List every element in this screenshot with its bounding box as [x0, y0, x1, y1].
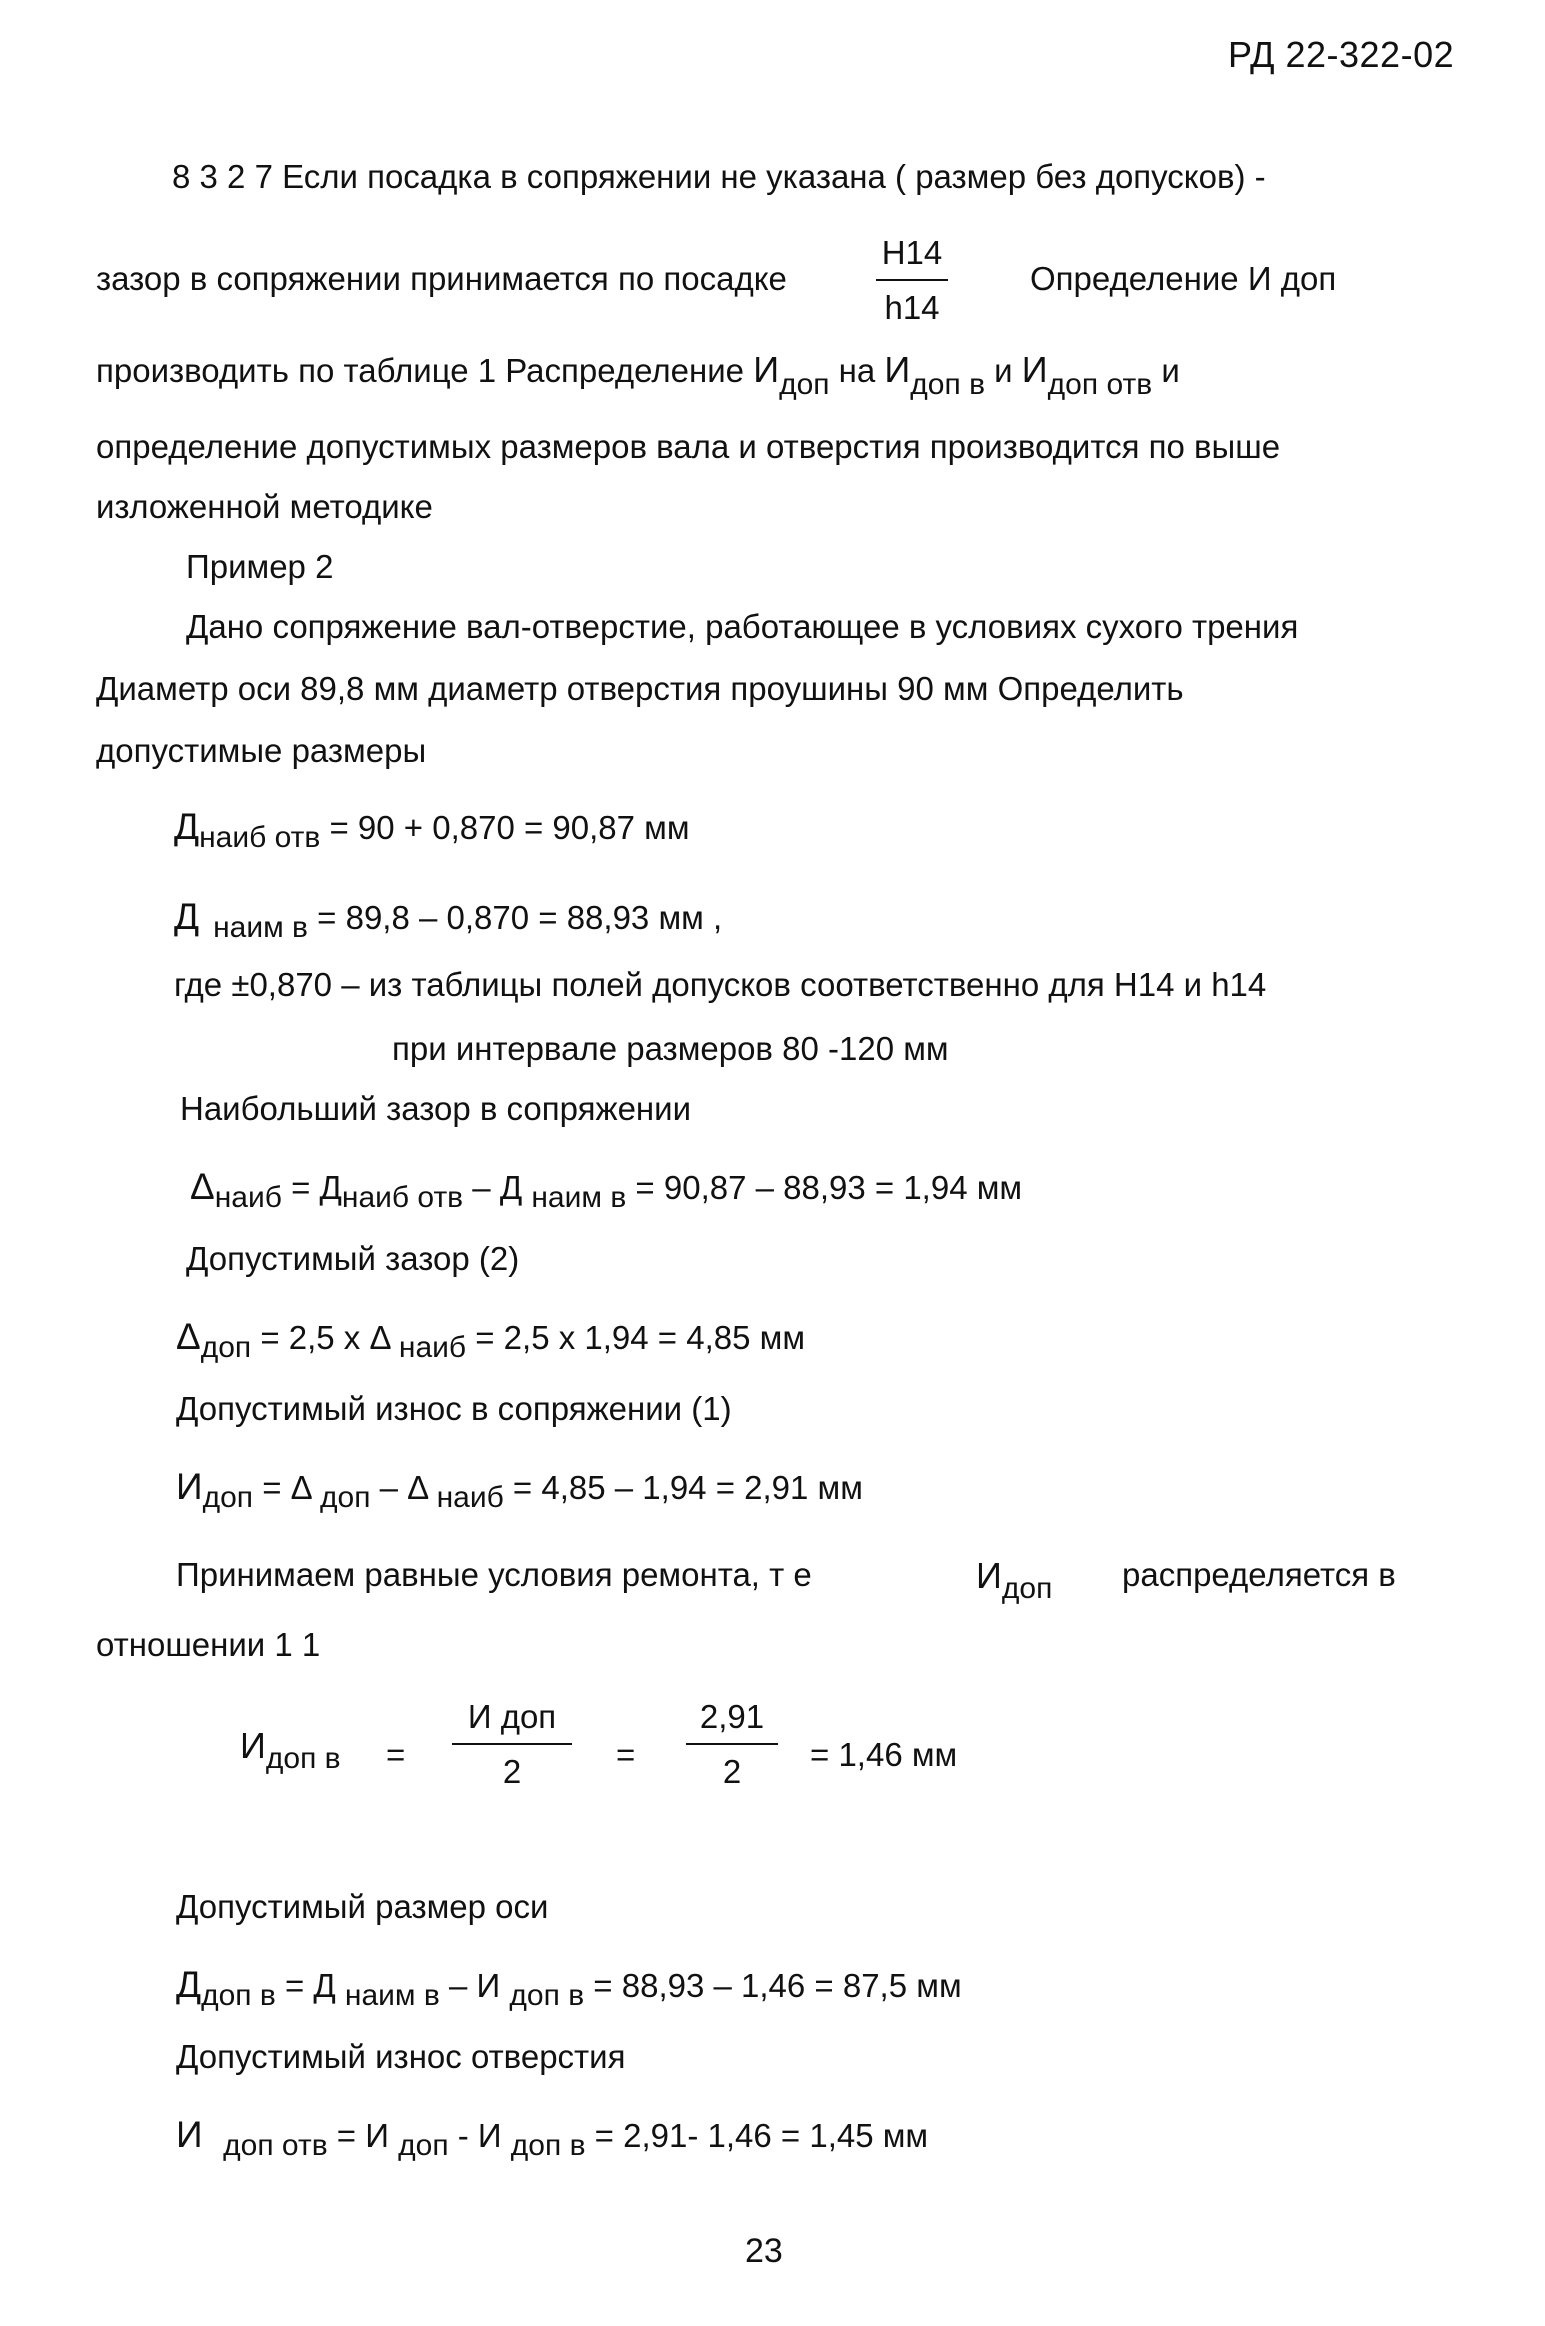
subscript: доп в — [265, 1742, 341, 1775]
symbol-wear: И — [176, 2114, 224, 2155]
symbol-diameter: Д — [176, 1964, 202, 2005]
formula-allow-wear — [176, 1466, 863, 1514]
allow-gap-title: Допустимый зазор (2) — [186, 1240, 520, 1277]
example-line-2: Диаметр оси 89,8 мм диаметр отверстия проушины 90 мм Определить — [96, 670, 1184, 707]
formula-result: = 1,46 мм — [810, 1736, 958, 1773]
formula-max-gap — [190, 1166, 1023, 1214]
axis-title: Допустимый размер оси — [176, 1888, 549, 1925]
symbol-diameter: Д — [174, 806, 200, 847]
subscript: доп в — [201, 1979, 276, 2012]
fit-numerator: H14 — [881, 234, 943, 271]
text-span: и — [1152, 352, 1180, 389]
symbol-delta: Δ — [176, 1316, 201, 1357]
para-line-3 — [96, 349, 1180, 401]
symbol-diameter: Д — [174, 896, 200, 937]
text-span: – Δ — [370, 1469, 437, 1506]
symbol-wear: И — [884, 349, 911, 390]
subscript: доп — [200, 1331, 252, 1364]
hole-title: Допустимый износ отверстия — [176, 2038, 626, 2075]
note-line-1: где ±0,870 – из таблицы полей допусков соответственно для Н14 и h14 — [174, 966, 1267, 1003]
subscript: наиб отв — [199, 821, 321, 854]
formula-rhs: = 88,93 – 1,46 = 87,5 мм — [584, 1967, 962, 2004]
formula-rhs: = 4,85 – 1,94 = 2,91 мм — [503, 1469, 863, 1506]
repair-line-2: отношении 1 1 — [96, 1626, 321, 1663]
subscript: наим в — [213, 911, 308, 944]
repair-line-1a: Принимаем равные условия ремонта, т е — [176, 1556, 812, 1593]
subscript: доп в — [510, 2129, 586, 2162]
formula-min-shaft — [174, 896, 723, 944]
text-span: = Д — [281, 1169, 342, 1206]
para-line-4: определение допустимых размеров вала и отверстия производится по выше — [96, 428, 1281, 465]
example-title: Пример 2 — [186, 548, 334, 585]
text-span: на — [829, 352, 885, 389]
subscript: доп отв — [223, 2129, 328, 2162]
repair-line-1c: распределяется в — [1122, 1556, 1396, 1593]
symbol-wear: И — [753, 349, 780, 390]
subscript: наим в — [531, 1181, 627, 1214]
subscript: наим в — [344, 1979, 440, 2012]
fraction-value-half — [686, 1700, 778, 1788]
symbol-delta: Δ — [190, 1166, 215, 1207]
subscript: доп — [398, 2129, 449, 2162]
formula-hole-wear — [176, 2114, 929, 2162]
page-number: 23 — [745, 2232, 783, 2270]
formula-axis-size — [176, 1964, 962, 2012]
symbol-wear: И — [176, 1466, 203, 1507]
subscript: доп в — [910, 368, 986, 401]
fraction-numerator: И доп — [467, 1698, 557, 1735]
text-span: и — [985, 352, 1022, 389]
symbol-wear: И — [1021, 349, 1048, 390]
para-line-2b: Определение И доп — [1030, 260, 1337, 297]
text-span: = Δ — [253, 1469, 321, 1506]
text-span: = 2,5 х Δ — [251, 1319, 399, 1356]
fraction-denominator: 2 — [502, 1753, 522, 1790]
formula-rhs: = 2,5 х 1,94 = 4,85 мм — [466, 1319, 806, 1356]
text-span: производить по таблице 1 Распределение — [96, 352, 754, 389]
formula-max-hole — [174, 806, 690, 854]
fraction-bar — [686, 1743, 778, 1745]
subscript: доп — [779, 368, 830, 401]
example-line-1: Дано сопряжение вал-отверстие, работающее в условиях сухого трения — [186, 608, 1299, 645]
subscript: доп отв — [1047, 368, 1153, 401]
formula-rhs: = 90 + 0,870 = 90,87 мм — [320, 809, 690, 846]
subscript: доп в — [509, 1979, 585, 2012]
para-line-2a: зазор в сопряжении принимается по посадке — [96, 260, 787, 297]
symbol-wear: И — [976, 1555, 1002, 1596]
repair-line-1b — [976, 1555, 1053, 1605]
subscript: доп — [1001, 1572, 1053, 1605]
fraction-numerator: 2,91 — [699, 1698, 765, 1735]
fraction-denominator: 2 — [722, 1753, 742, 1790]
text-span: = И — [327, 2117, 399, 2154]
allow-wear-title: Допустимый износ в сопряжении (1) — [176, 1390, 732, 1427]
fraction-wear-half — [452, 1700, 572, 1788]
text-span: – И — [439, 1967, 510, 2004]
fraction-bar — [876, 279, 948, 281]
para-line-5: изложенной методике — [96, 488, 433, 525]
text-span: – Д — [463, 1169, 532, 1206]
formula-allow-gap — [176, 1316, 806, 1364]
formula-shaft-wear-lhs — [240, 1725, 341, 1775]
fit-fraction — [876, 236, 948, 324]
example-line-3: допустимые размеры — [96, 732, 427, 769]
equals-sign: = — [616, 1736, 636, 1773]
symbol-wear: И — [240, 1725, 266, 1766]
subscript: наиб — [436, 1481, 504, 1514]
formula-rhs: = 2,91- 1,46 = 1,45 мм — [585, 2117, 929, 2154]
subscript: наиб — [214, 1181, 282, 1214]
equals-sign: = — [386, 1736, 406, 1773]
max-gap-title: Наибольший зазор в сопряжении — [180, 1090, 692, 1127]
document-code-header: РД 22-322-02 — [1228, 34, 1455, 75]
fit-denominator: h14 — [884, 289, 940, 326]
subscript: доп — [320, 1481, 371, 1514]
formula-rhs: = 89,8 – 0,870 = 88,93 мм , — [307, 899, 723, 936]
para-line-1: 8 3 2 7 Если посадка в сопряжении не указана ( размер без допусков) - — [172, 158, 1266, 195]
subscript: наиб отв — [341, 1181, 464, 1214]
note-line-2: при интервале размеров 80 -120 мм — [392, 1030, 949, 1067]
subscript: наиб — [398, 1331, 467, 1364]
formula-rhs: = 90,87 – 88,93 = 1,94 мм — [626, 1169, 1023, 1206]
text-span: = Д — [275, 1967, 345, 2004]
subscript: доп — [202, 1481, 254, 1514]
text-span: - И — [448, 2117, 511, 2154]
fraction-bar — [452, 1743, 572, 1745]
